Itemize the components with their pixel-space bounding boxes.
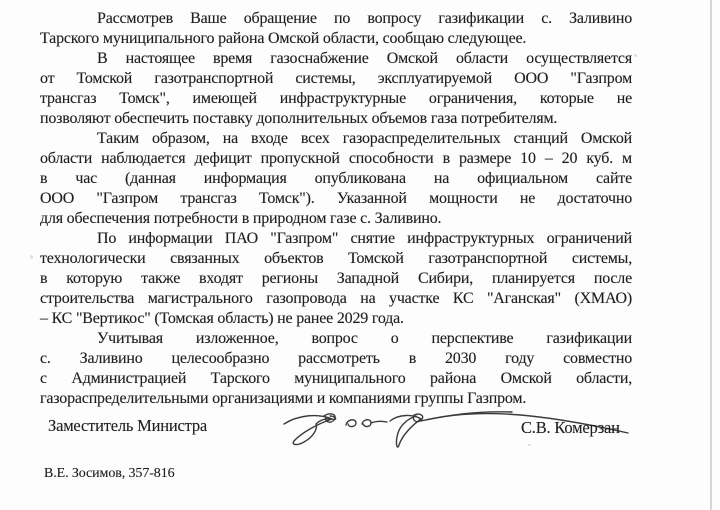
doc-line: позволяют обеспечить поставку дополнительных объемов газа потребителям.	[40, 110, 558, 127]
signer-title: Заместитель Министра	[48, 416, 208, 435]
doc-line: технологически связанных объектов Томской газотранспортной системы,	[40, 250, 632, 267]
doc-line: Таким образом, на входе всех газораспределительных станций Омской	[97, 130, 632, 147]
doc-line: в час (данная информация опубликована на официальном сайте	[40, 170, 632, 187]
doc-line: Учитывая изложенное, вопрос о перспективе газификации	[97, 330, 632, 347]
doc-line: – КС "Вертикос" (Томская область) не ранее 2029 года.	[40, 310, 404, 327]
doc-line: строительства магистрального газопровода на участке КС "Аганская" (ХМАО)	[40, 290, 632, 307]
doc-line: В настоящее время газоснабжение Омской области осуществляется	[97, 50, 632, 67]
letter-body	[40, 9, 632, 409]
doc-line: Тарского муниципального района Омской области, сообщаю следующее.	[40, 30, 527, 47]
doc-line: Рассмотрев Ваше обращение по вопросу газификации с. Заливино	[97, 10, 632, 27]
scan-speck	[634, 54, 637, 57]
doc-line: По информации ПАО "Газпром" снятие инфраструктурных ограничений	[97, 230, 632, 247]
signer-name: С.В. Комерзан	[521, 418, 620, 437]
doc-line: от Томской газотранспортной системы, эксплуатируемой ООО "Газпром	[40, 70, 632, 87]
executor-contact: В.Е. Зосимов, 357-816	[44, 466, 175, 481]
scan-speck	[528, 444, 531, 446]
scan-speck	[30, 255, 33, 259]
doc-line: с. Заливино целесообразно рассмотреть в 2030 году совместно	[40, 350, 632, 367]
doc-line: с Администрацией Тарского муниципального района Омской области,	[40, 370, 632, 387]
page-edge-line	[710, 0, 712, 510]
doc-line: ООО "Газпром трансгаз Томск"). Указанной мощности не достаточно	[40, 190, 632, 207]
doc-line: газораспределительными организациями и компаниями группы Газпром.	[40, 390, 527, 407]
doc-line: в которую также входят регионы Западной Сибири, планируется после	[40, 270, 632, 287]
doc-line: области наблюдается дефицит пропускной способности в размере 10 – 20 куб. м	[40, 150, 632, 167]
doc-line: для обеспечения потребности в природном газе с. Заливино.	[40, 210, 442, 227]
doc-line: трансгаз Томск", имеющей инфраструктурные ограничения, которые не	[40, 90, 632, 107]
